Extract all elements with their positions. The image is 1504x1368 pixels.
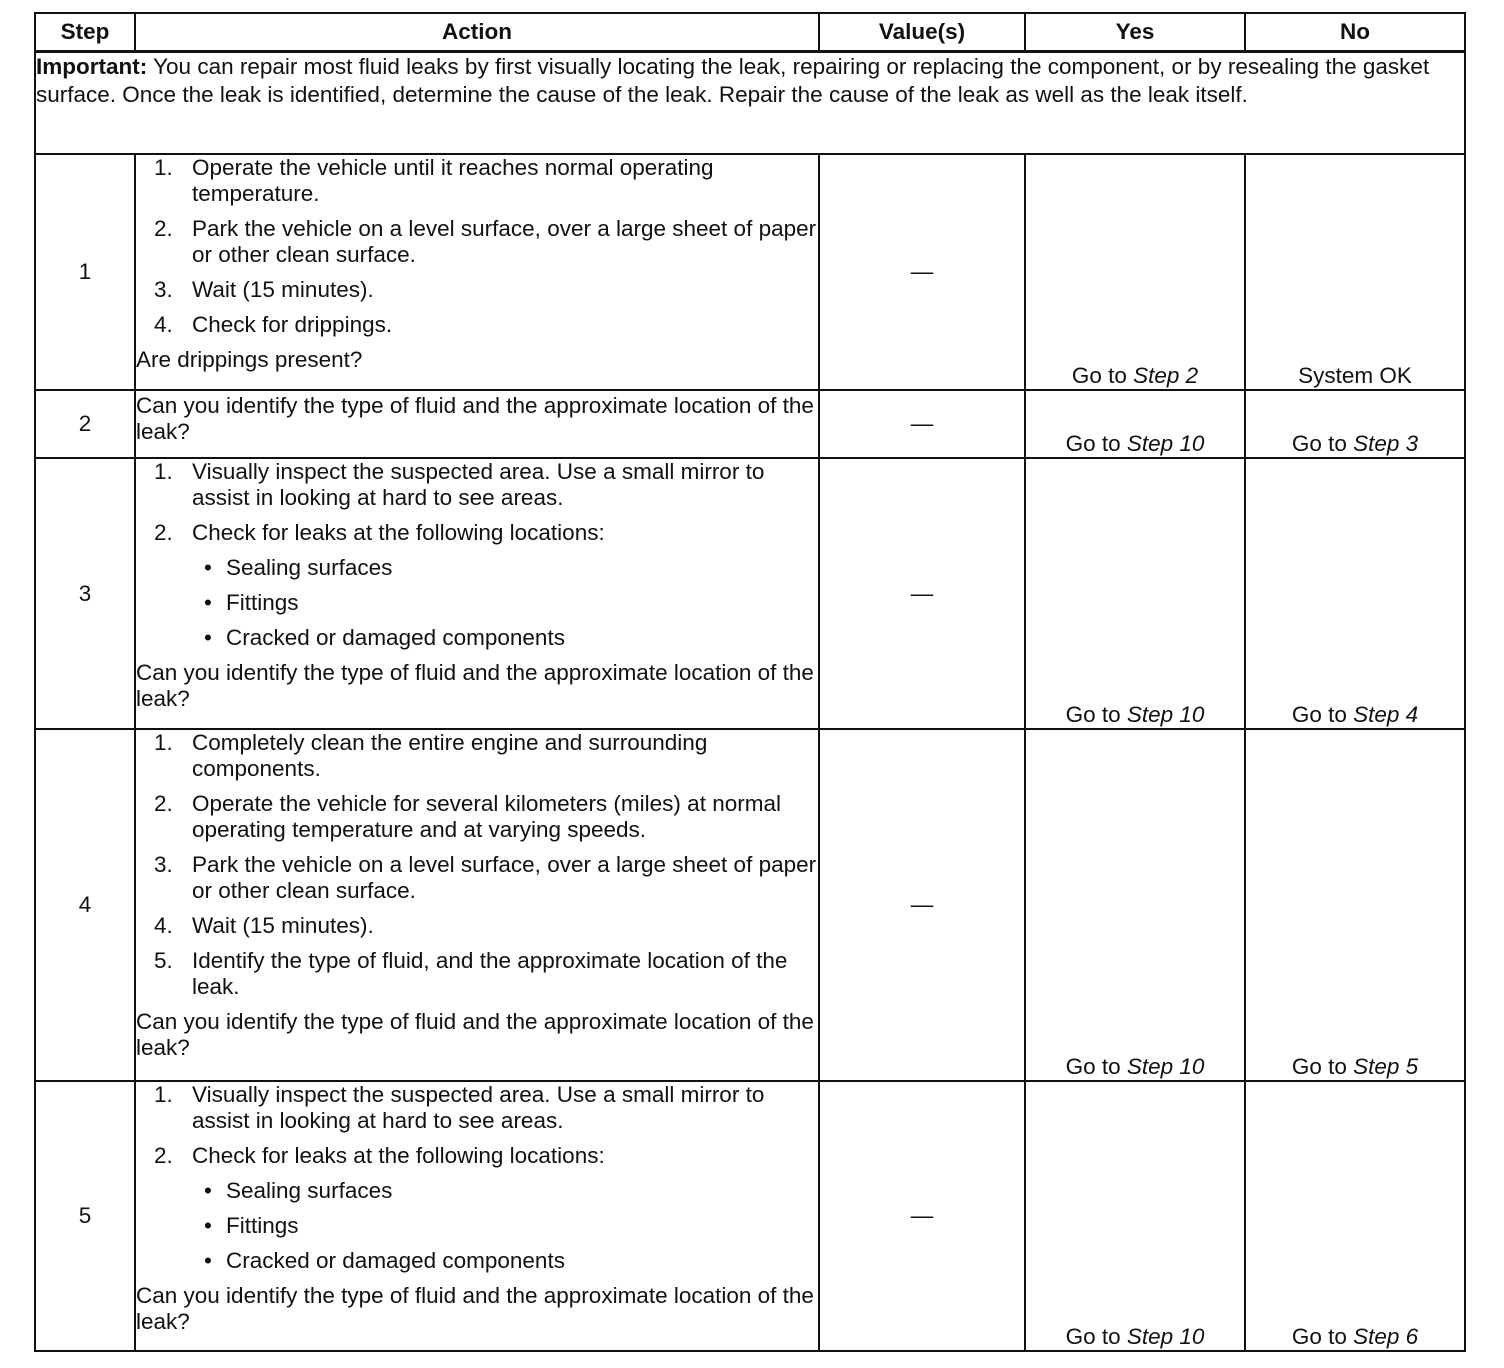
no-step-link: Step 3 — [1353, 431, 1419, 456]
action-step-number: 3. — [154, 852, 173, 877]
yes-text: Go to — [1071, 363, 1134, 388]
action-step-number: 4. — [154, 312, 173, 337]
table-row — [35, 458, 1465, 729]
step-number: 1 — [35, 154, 135, 390]
action-question: Can you identify the type of fluid and the approximate location of the leak? — [136, 660, 814, 711]
action-step-number: 3. — [154, 277, 173, 302]
no-text: Go to — [1291, 1054, 1354, 1079]
location-list — [192, 1178, 818, 1274]
important-label: Important: — [36, 54, 148, 79]
yes-step-link: Step 10 — [1126, 431, 1205, 456]
no-text: Go to — [1291, 431, 1354, 456]
no-step-link: Step 4 — [1353, 702, 1419, 727]
action-step — [136, 155, 818, 207]
location-list — [192, 555, 818, 651]
yes-cell — [1025, 729, 1245, 1081]
yes-step-link: Step 10 — [1126, 1054, 1205, 1079]
action-cell — [135, 390, 819, 458]
value-cell: — — [819, 154, 1025, 390]
important-text: You can repair most fluid leaks by first visually locating the leak, repairing or replacing the component, or by resealing the gasket surface. Once the leak is identified, determine the cause of the leak. Repair the cause of the leak as well as the leak itself. — [36, 54, 1430, 107]
header-values: Value(s) — [819, 13, 1025, 52]
yes-cell — [1025, 1081, 1245, 1351]
action-step-text: Operate the vehicle for several kilometers (miles) at normal operating temperature and at varying speeds. — [192, 791, 781, 842]
no-cell — [1245, 390, 1465, 458]
bullet-icon: • — [204, 1248, 212, 1273]
yes-cell — [1025, 458, 1245, 729]
action-step-text: Check for leaks at the following locations: — [192, 1143, 605, 1168]
value-cell: — — [819, 1081, 1025, 1351]
location-item — [192, 555, 818, 581]
important-row — [35, 52, 1465, 155]
action-step-number: 5. — [154, 948, 173, 973]
action-step-number: 2. — [154, 216, 173, 241]
bullet-icon: • — [204, 625, 212, 650]
location-item — [192, 1178, 818, 1204]
action-question: Can you identify the type of fluid and the approximate location of the leak? — [136, 393, 814, 444]
location-text: Fittings — [226, 590, 299, 615]
yes-text: Go to — [1065, 702, 1127, 727]
location-text: Cracked or damaged components — [226, 625, 565, 650]
action-step-number: 1. — [154, 1082, 173, 1107]
no-text: Go to — [1291, 1324, 1354, 1349]
location-text: Cracked or damaged components — [226, 1248, 565, 1273]
action-question: Can you identify the type of fluid and the approximate location of the leak? — [136, 1009, 814, 1060]
bullet-icon: • — [204, 555, 212, 580]
action-step — [136, 312, 818, 338]
yes-step-link: Step 2 — [1133, 363, 1199, 388]
action-steps — [136, 155, 818, 338]
step-number: 2 — [35, 390, 135, 458]
yes-text: Go to — [1065, 1054, 1127, 1079]
header-yes: Yes — [1025, 13, 1245, 52]
header-step: Step — [35, 13, 135, 52]
bullet-icon: • — [204, 1178, 212, 1203]
action-step-text: Visually inspect the suspected area. Use a small mirror to assist in looking at hard to see areas. — [192, 459, 765, 510]
action-steps — [136, 459, 818, 651]
action-step-text: Wait (15 minutes). — [192, 913, 374, 938]
action-step-text: Park the vehicle on a level surface, over a large sheet of paper or other clean surface. — [192, 216, 817, 267]
action-step-number: 4. — [154, 913, 173, 938]
action-step — [136, 852, 818, 904]
location-text: Sealing surfaces — [226, 1178, 393, 1203]
yes-cell — [1025, 154, 1245, 390]
step-number: 3 — [35, 458, 135, 729]
action-step — [136, 216, 818, 268]
no-step-link: Step 6 — [1353, 1324, 1419, 1349]
action-step-number: 1. — [154, 155, 173, 180]
no-cell — [1245, 1081, 1465, 1351]
step-number: 5 — [35, 1081, 135, 1351]
bullet-icon: • — [204, 1213, 212, 1238]
no-cell — [1245, 729, 1465, 1081]
action-cell — [135, 154, 819, 390]
header-no: No — [1245, 13, 1465, 52]
bullet-icon: • — [204, 590, 212, 615]
action-question: Are drippings present? — [136, 347, 363, 372]
action-step — [136, 277, 818, 303]
action-step-number: 2. — [154, 1143, 173, 1168]
diagnostic-table — [34, 12, 1466, 1352]
value-cell: — — [819, 729, 1025, 1081]
action-steps — [136, 730, 818, 1000]
location-item — [192, 1213, 818, 1239]
action-steps — [136, 1082, 818, 1274]
location-text: Sealing surfaces — [226, 555, 393, 580]
action-step-text: Check for leaks at the following locations: — [192, 520, 605, 545]
important-note — [35, 52, 1465, 155]
no-step-link: Step 5 — [1353, 1054, 1419, 1079]
action-step-number: 2. — [154, 520, 173, 545]
action-step — [136, 791, 818, 843]
yes-cell — [1025, 390, 1245, 458]
action-cell — [135, 458, 819, 729]
header-action: Action — [135, 13, 819, 52]
location-item — [192, 590, 818, 616]
yes-step-link: Step 10 — [1126, 702, 1205, 727]
header-row — [35, 13, 1465, 52]
table-body — [35, 52, 1465, 1352]
action-step-number: 1. — [154, 459, 173, 484]
action-step-text: Park the vehicle on a level surface, over a large sheet of paper or other clean surface. — [192, 852, 817, 903]
action-cell — [135, 729, 819, 1081]
action-step-number: 1. — [154, 730, 173, 755]
table-row — [35, 1081, 1465, 1351]
action-step-text: Visually inspect the suspected area. Use a small mirror to assist in looking at hard to see areas. — [192, 1082, 765, 1133]
no-text: System OK — [1298, 363, 1412, 388]
action-step — [136, 520, 818, 651]
action-step-text: Operate the vehicle until it reaches normal operating temperature. — [192, 155, 714, 206]
action-step-number: 2. — [154, 791, 173, 816]
yes-text: Go to — [1065, 1324, 1127, 1349]
value-cell: — — [819, 458, 1025, 729]
action-question: Can you identify the type of fluid and the approximate location of the leak? — [136, 1283, 814, 1334]
location-text: Fittings — [226, 1213, 299, 1238]
step-number: 4 — [35, 729, 135, 1081]
action-step-text: Identify the type of fluid, and the approximate location of the leak. — [192, 948, 788, 999]
action-step-text: Completely clean the entire engine and surrounding components. — [192, 730, 708, 781]
action-step — [136, 459, 818, 511]
table-row — [35, 154, 1465, 390]
action-cell — [135, 1081, 819, 1351]
action-step — [136, 1082, 818, 1134]
action-step — [136, 1143, 818, 1274]
yes-step-link: Step 10 — [1126, 1324, 1205, 1349]
table-row — [35, 390, 1465, 458]
no-cell — [1245, 458, 1465, 729]
action-step-text: Check for drippings. — [192, 312, 393, 337]
value-cell: — — [819, 390, 1025, 458]
action-step-text: Wait (15 minutes). — [192, 277, 374, 302]
no-cell — [1245, 154, 1465, 390]
location-item — [192, 1248, 818, 1274]
location-item — [192, 625, 818, 651]
yes-text: Go to — [1065, 431, 1127, 456]
action-step — [136, 913, 818, 939]
table-row — [35, 729, 1465, 1081]
no-text: Go to — [1291, 702, 1354, 727]
action-step — [136, 730, 818, 782]
action-step — [136, 948, 818, 1000]
